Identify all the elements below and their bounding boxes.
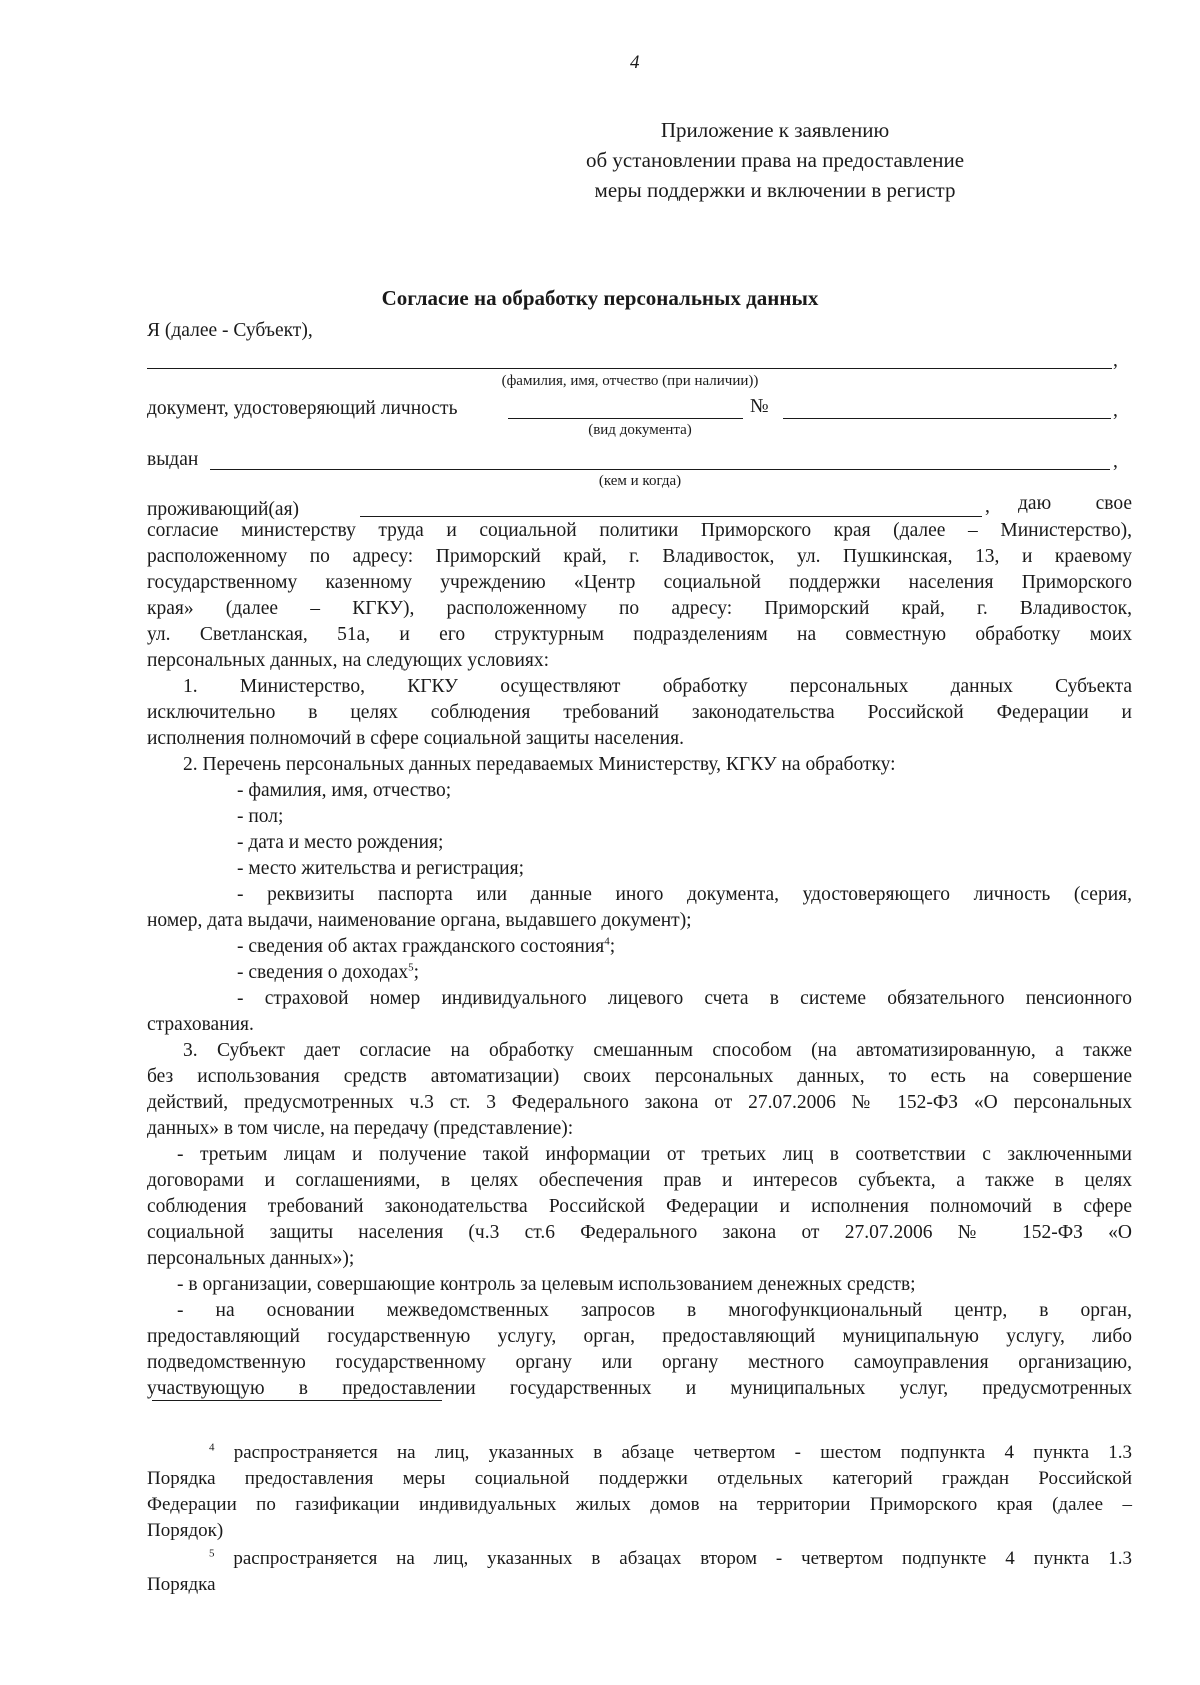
list-item: - дата и место рождения; bbox=[237, 832, 444, 853]
intro-line: государственному казенному учреждению «Центр социальной поддержки населения Приморского bbox=[147, 572, 1132, 593]
footnote-4-text: распространяется на лиц, указанных в абзаце четвертом - шестом подпункта 4 пункта 1.3 bbox=[233, 1442, 1132, 1463]
doc-comma: , bbox=[1113, 400, 1118, 421]
clause-3 bbox=[147, 1038, 1132, 1402]
appendix-line-1: Приложение к заявлению bbox=[660, 118, 890, 142]
footnote-5-text: распространяется на лиц, указанных в абзацах втором - четвертом подпункте 4 пункта 1.3 bbox=[233, 1548, 1132, 1569]
footnote-4-line: Федерации по газификации индивидуальных жилых домов на территории Приморского края (далее – bbox=[147, 1494, 1132, 1515]
list-item-cont: страхования. bbox=[147, 1014, 254, 1035]
clause-2-heading: 2. Перечень персональных данных передаваемых Министерству, КГКУ на обработку: bbox=[183, 754, 896, 775]
appendix-header bbox=[520, 115, 1030, 205]
clause-1-line: исполнения полномочий в сфере социальной защиты населения. bbox=[147, 728, 684, 749]
footnote-5-line bbox=[147, 1546, 1132, 1572]
footnote-separator bbox=[152, 1400, 442, 1401]
footnote-5 bbox=[147, 1546, 1132, 1598]
third-party-line: персональных данных»); bbox=[147, 1248, 355, 1269]
third-party-line: договорами и соглашениями, в целях обеспечения прав и интересов субъекта, а также в целях bbox=[147, 1170, 1132, 1191]
list-item: - реквизиты паспорта или данные иного документа, удостоверяющего личность (серия, bbox=[237, 884, 1132, 905]
list-item-text: - сведения о доходах bbox=[237, 962, 409, 983]
interdept-line: подведомственную государственному органу или органу местного самоуправления организацию, bbox=[147, 1352, 1132, 1373]
list-item bbox=[147, 960, 1132, 986]
list-item-cont: номер, дата выдачи, наименование органа, выдавшего документ); bbox=[147, 910, 692, 931]
intro-line: ул. Светланская, 51а, и его структурным подразделениям на совместную обработку моих bbox=[147, 624, 1132, 645]
list-item: - пол; bbox=[237, 806, 284, 827]
doc-label: документ, удостоверяющий личность bbox=[147, 398, 458, 419]
residing-field-line[interactable] bbox=[360, 516, 982, 517]
intro-paragraph bbox=[147, 518, 1132, 674]
fio-comma: , bbox=[1113, 350, 1118, 371]
fio-caption: (фамилия, имя, отчество (при наличии)) bbox=[501, 373, 759, 389]
control-line: - в организации, совершающие контроль за целевым использованием денежных средств; bbox=[177, 1274, 916, 1295]
footnote-4-line bbox=[147, 1440, 1132, 1466]
footnote-ref-4[interactable]: 4 bbox=[604, 935, 610, 948]
doc-number-label: № bbox=[750, 396, 769, 417]
list-item bbox=[147, 934, 1132, 960]
clause-3-line: данных» в том числе, на передачу (представление): bbox=[147, 1118, 574, 1139]
list-item: - место жительства и регистрация; bbox=[237, 858, 524, 879]
third-party-line: - третьим лицам и получение такой информации от третьих лиц в соответствии с заключенными bbox=[177, 1144, 1132, 1165]
list-item-end: ; bbox=[609, 936, 616, 957]
subject-label: Я (далее - Субъект), bbox=[147, 320, 313, 341]
footnote-5-line: Порядка bbox=[147, 1574, 216, 1595]
clause-1 bbox=[147, 674, 1132, 752]
clause-3-line: действий, предусмотренных ч.3 ст. 3 Федерального закона от 27.07.2006 № 152-ФЗ «О персональных bbox=[147, 1092, 1132, 1113]
interdept-line: предоставляющий государственную услугу, орган, предоставляющий муниципальную услугу, либо bbox=[147, 1326, 1132, 1347]
issued-caption: (кем и когда) bbox=[598, 473, 682, 489]
list-item: - страховой номер индивидуального лицевого счета в системе обязательного пенсионного bbox=[237, 988, 1132, 1009]
footnote-ref-5[interactable]: 5 bbox=[408, 961, 414, 974]
list-item-text: - сведения об актах гражданского состояния bbox=[237, 936, 605, 957]
appendix-line-3: меры поддержки и включении в регистр bbox=[594, 178, 956, 202]
clause-3-line: без использования средств автоматизации) своих персональных данных, то есть на совершение bbox=[147, 1066, 1132, 1087]
footnote-5-mark: 5 bbox=[209, 1547, 215, 1560]
appendix-line-2: об установлении права на предоставление bbox=[585, 148, 965, 172]
fio-field-line[interactable] bbox=[147, 368, 1112, 369]
clause-1-line: 1. Министерство, КГКУ осуществляют обработку персональных данных Субъекта bbox=[183, 676, 1132, 697]
doc-type-field-line[interactable] bbox=[508, 418, 743, 419]
intro-line: персональных данных, на следующих условиях: bbox=[147, 650, 550, 671]
interdept-line: участвующую в предоставлении государственных и муниципальных услуг, предусмотренных bbox=[147, 1378, 1132, 1399]
footnote-4-mark: 4 bbox=[209, 1441, 215, 1454]
issued-label: выдан bbox=[147, 449, 199, 470]
consent-start: даю свое bbox=[1018, 493, 1132, 514]
page-number: 4 bbox=[630, 52, 640, 73]
clause-1-line: исключительно в целях соблюдения требований законодательства Российской Федерации и bbox=[147, 702, 1132, 723]
issued-comma: , bbox=[1113, 451, 1118, 472]
footnote-4-line: Порядка предоставления меры социальной поддержки отдельных категорий граждан Российской bbox=[147, 1468, 1132, 1489]
document-title: Согласие на обработку персональных данных bbox=[381, 286, 819, 310]
doc-caption: (вид документа) bbox=[588, 422, 692, 438]
intro-line: согласие министерству труда и социальной политики Приморского края (далее – Министерство), bbox=[147, 520, 1132, 541]
intro-line: края» (далее – КГКУ), расположенному по адресу: Приморский край, г. Владивосток, bbox=[147, 598, 1132, 619]
doc-number-field-line[interactable] bbox=[783, 418, 1111, 419]
footnote-4-line: Порядок) bbox=[147, 1520, 224, 1541]
clause-3-line: 3. Субъект дает согласие на обработку смешанным способом (на автоматизированную, а также bbox=[183, 1040, 1132, 1061]
residing-label: проживающий(ая) bbox=[147, 499, 300, 520]
residing-comma: , bbox=[985, 496, 990, 517]
interdept-line: - на основании межведомственных запросов в многофункциональный центр, в орган, bbox=[177, 1300, 1132, 1321]
issued-field-line[interactable] bbox=[210, 469, 1110, 470]
third-party-line: социальной защиты населения (ч.3 ст.6 Федерального закона от 27.07.2006 № 152-ФЗ «О bbox=[147, 1222, 1132, 1243]
footnote-4 bbox=[147, 1440, 1132, 1544]
intro-line: расположенному по адресу: Приморский край, г. Владивосток, ул. Пушкинская, 13, и краевому bbox=[147, 546, 1132, 567]
clause-2 bbox=[147, 752, 1132, 1038]
list-item: - фамилия, имя, отчество; bbox=[237, 780, 452, 801]
list-item-end: ; bbox=[413, 962, 420, 983]
third-party-line: соблюдения требований законодательства Российской Федерации и исполнения полномочий в сфере bbox=[147, 1196, 1132, 1217]
